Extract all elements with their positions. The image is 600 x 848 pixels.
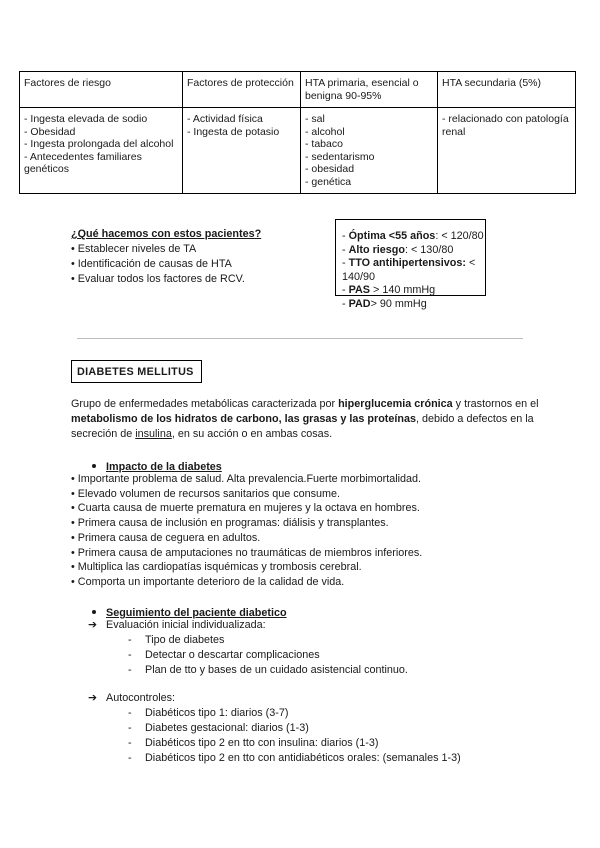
sub-item-label: Diabéticos tipo 2 en tto con antidiabéticos orales: (semanales 1-3) bbox=[145, 752, 461, 764]
sub-item-label: Diabetes gestacional: diarios (1-3) bbox=[145, 722, 309, 734]
arrow-item bbox=[88, 691, 461, 706]
cell-line: - Actividad física bbox=[187, 113, 263, 125]
header-cell: Factores de riesgo bbox=[20, 72, 183, 108]
dash-icon: - bbox=[128, 664, 132, 676]
table-row bbox=[20, 108, 576, 194]
autocontroles-block bbox=[88, 691, 461, 766]
bp-value: > 140 mmHg bbox=[370, 284, 436, 296]
header-cell: Factores de protección bbox=[183, 72, 301, 108]
cell-line: - tabaco bbox=[305, 138, 343, 150]
bp-label: PAS bbox=[348, 284, 371, 296]
sub-item-label: Plan de tto y bases de un cuidado asistencial continuo. bbox=[145, 664, 408, 676]
dash-icon: - bbox=[128, 752, 132, 764]
list-item: • Importante problema de salud. Alta prevalencia.Fuerte morbimortalidad. bbox=[71, 473, 422, 485]
diabetes-definition bbox=[71, 397, 541, 442]
cell-line: - Obesidad bbox=[24, 125, 76, 138]
text-run-bold: hiperglucemia crónica bbox=[338, 398, 453, 410]
arrow-item bbox=[88, 618, 408, 633]
list-item: • Primera causa de ceguera en adultos. bbox=[71, 531, 261, 544]
list-item: • Elevado volumen de recursos sanitarios que consume. bbox=[71, 487, 341, 500]
cell-line: - alcohol bbox=[305, 125, 345, 138]
bp-line-pad: - PAD> 90 mmHg bbox=[342, 297, 427, 310]
dash-icon: - bbox=[128, 707, 132, 719]
cell-line: - Ingesta elevada de sodio bbox=[24, 113, 148, 125]
cell-line: - genética bbox=[305, 175, 352, 188]
cell-line: - relacionado con patología renal bbox=[442, 113, 569, 138]
section-divider bbox=[77, 338, 523, 339]
cell-line: - sedentarismo bbox=[305, 150, 375, 163]
risk-factors-table bbox=[19, 71, 576, 194]
sub-item bbox=[88, 648, 408, 663]
sub-item-label: Detectar o descartar complicaciones bbox=[145, 649, 320, 661]
evaluacion-block bbox=[88, 618, 408, 678]
diabetes-title-box: DIABETES MELLITUS bbox=[71, 360, 202, 383]
cell-line: - sal bbox=[305, 113, 325, 125]
text-run: Grupo de enfermedades metabólicas caracterizada por bbox=[71, 398, 339, 410]
bp-label: PAD bbox=[348, 297, 371, 310]
primary-hta-cell bbox=[301, 108, 438, 194]
arrow-item-label: Evaluación inicial individualizada: bbox=[106, 619, 266, 631]
bp-value: : < 120/80 bbox=[435, 230, 484, 242]
sub-item bbox=[88, 633, 408, 648]
bp-value: < 140/90 bbox=[342, 257, 476, 283]
header-cell: HTA secundaria (5%) bbox=[438, 72, 576, 108]
cell-line: - Ingesta de potasio bbox=[187, 125, 280, 138]
cell-line: - Antecedentes familiares genéticos bbox=[24, 150, 142, 175]
sub-item bbox=[88, 736, 461, 751]
sub-item bbox=[88, 706, 461, 721]
list-item: • Comporta un importante deterioro de la calidad de vida. bbox=[71, 575, 345, 588]
text-run: y trastornos en el bbox=[452, 398, 539, 410]
arrow-item-label: Autocontroles: bbox=[106, 692, 176, 704]
blood-pressure-targets-box bbox=[335, 219, 486, 310]
list-item: • Primera causa de amputaciones no traumáticas de miembros inferiores. bbox=[71, 546, 423, 559]
bp-label: TTO antihipertensivos: bbox=[348, 257, 466, 269]
bp-label: Alto riesgo bbox=[348, 243, 405, 256]
list-item: • Multiplica las cardiopatías isquémicas y trombosis cerebral. bbox=[71, 561, 362, 574]
bp-label: Óptima <55 años bbox=[348, 230, 436, 242]
bp-line-pas: - PAS > 140 mmHg bbox=[342, 284, 436, 296]
dash-icon: - bbox=[128, 649, 132, 661]
protection-factors-cell bbox=[183, 108, 301, 194]
sub-item-label: Tipo de diabetes bbox=[145, 634, 225, 646]
dash-icon: - bbox=[128, 634, 132, 646]
arrow-right-icon: ➔ bbox=[88, 619, 98, 631]
bp-line-alto: - Alto riesgo: < 130/80 bbox=[342, 243, 454, 256]
cell-line: - Ingesta prolongada del alcohol bbox=[24, 138, 174, 150]
cell-line: - obesidad bbox=[305, 163, 355, 175]
list-item: • Establecer niveles de TA bbox=[71, 243, 197, 255]
sub-item bbox=[88, 663, 408, 678]
section-title: Impacto de la diabetes bbox=[106, 461, 222, 473]
dash-icon: - bbox=[128, 737, 132, 749]
question-block bbox=[71, 227, 261, 287]
list-item: • Primera causa de inclusión en programas: diálisis y transplantes. bbox=[71, 517, 389, 530]
question-title: ¿Qué hacemos con estos pacientes? bbox=[71, 228, 262, 240]
sub-item bbox=[88, 751, 461, 766]
secondary-hta-cell bbox=[438, 108, 576, 194]
sub-item-label: Diabéticos tipo 2 en tto con insulina: diarios (1-3) bbox=[145, 737, 379, 749]
arrow-right-icon: ➔ bbox=[88, 692, 98, 704]
bp-line-tto: - TTO antihipertensivos: < 140/90 bbox=[342, 257, 476, 283]
list-item: • Identificación de causas de HTA bbox=[71, 258, 232, 270]
section-title: Seguimiento del paciente diabetico bbox=[106, 607, 287, 619]
risk-factors-cell bbox=[20, 108, 183, 194]
text-run-underlined: insulina bbox=[135, 428, 172, 440]
list-item: • Evaluar todos los factores de RCV. bbox=[71, 273, 245, 285]
list-item: • Cuarta causa de muerte prematura en mujeres y la octava en hombres. bbox=[71, 502, 420, 515]
header-cell: HTA primaria, esencial o benigna 90-95% bbox=[301, 72, 438, 108]
dash-icon: - bbox=[128, 722, 132, 734]
bp-line-optima: - Óptima <55 años: < 120/80 bbox=[342, 230, 484, 242]
text-run-bold: metabolismo de los hidratos de carbono, las grasas y las proteínas bbox=[71, 413, 417, 425]
bp-value: > 90 mmHg bbox=[370, 297, 427, 310]
bullet-icon bbox=[92, 464, 96, 468]
sub-item-label: Diabéticos tipo 1: diarios (3-7) bbox=[145, 707, 289, 719]
impacto-list bbox=[71, 472, 422, 590]
bp-value: : < 130/80 bbox=[405, 243, 454, 256]
sub-item bbox=[88, 721, 461, 736]
table-header-row bbox=[20, 72, 576, 108]
text-run: , en su acción o en ambas cosas. bbox=[171, 428, 333, 440]
bullet-icon bbox=[92, 610, 96, 614]
text-run: , debido a defectos en la secreción de bbox=[71, 413, 534, 440]
